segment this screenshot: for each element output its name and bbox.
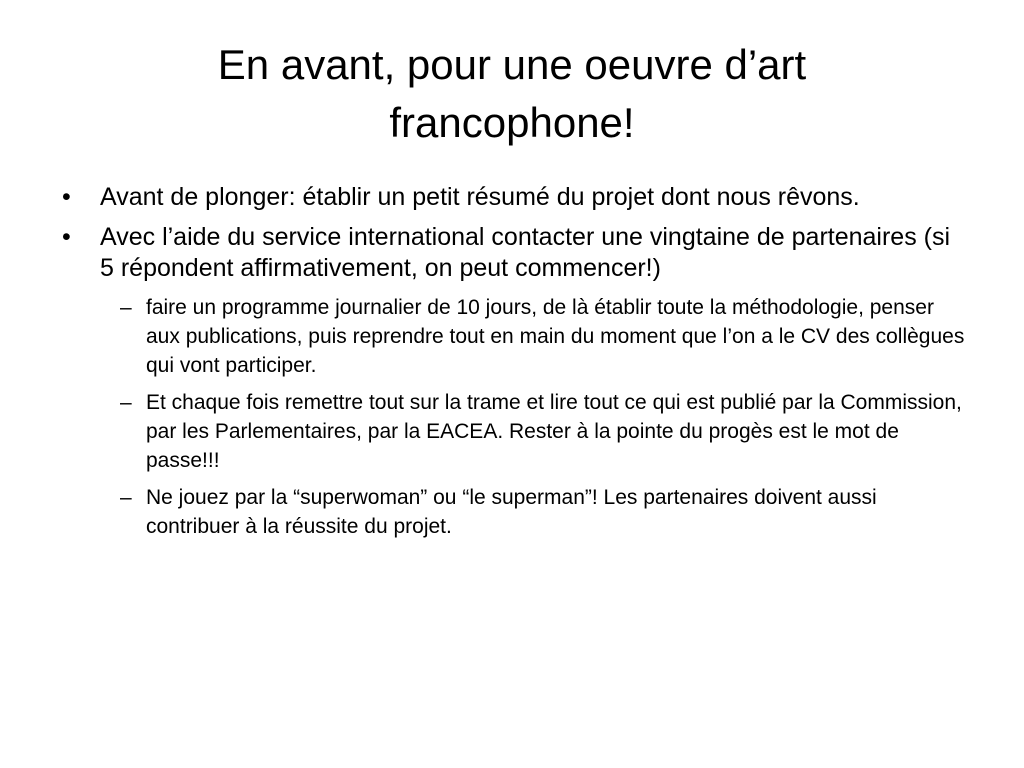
bullet-item-summary [58, 182, 968, 213]
sub-bullet-text: faire un programme journalier de 10 jours, de là établir toute la méthodologie, penser aux publications, puis reprendre tout en main du moment que l’on a le CV des collègues qui vont participer. [146, 296, 965, 377]
bullet-text: Avec l’aide du service international contacter une vingtaine de partenaires (si 5 répondent affirmativement, on peut commencer!) [100, 223, 951, 282]
sub-bullet-item-trame [58, 388, 968, 475]
dash-marker: – [120, 486, 132, 509]
bullet-text: Avant de plonger: établir un petit résumé du projet dont nous rêvons. [100, 183, 860, 211]
sub-bullet-list [58, 293, 968, 541]
sub-bullet-item-superwoman [58, 483, 968, 541]
slide-body [58, 182, 968, 549]
dash-marker: – [120, 296, 132, 319]
bullet-marker: • [62, 183, 71, 211]
bullet-item-partners [58, 222, 968, 284]
title-line-2: francophone! [389, 99, 635, 146]
dash-marker: – [120, 391, 132, 414]
slide-title [60, 36, 964, 152]
sub-bullet-item-programme [58, 293, 968, 380]
sub-bullet-text: Et chaque fois remettre tout sur la trame et lire tout ce qui est publié par la Commission, par les Parlementaires, par la EACEA. Rester à la pointe du progès est le mot de passe!!! [146, 391, 962, 472]
bullet-marker: • [62, 223, 71, 251]
title-line-1: En avant, pour une oeuvre d’art [217, 41, 807, 88]
sub-bullet-text: Ne jouez par la “superwoman” ou “le superman”! Les partenaires doivent aussi contribuer à la réussite du projet. [146, 486, 877, 538]
